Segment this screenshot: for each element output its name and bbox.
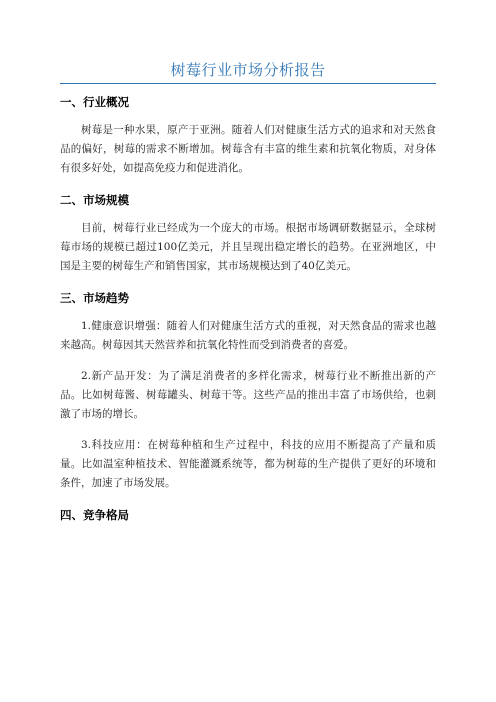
section-paragraph: 1.健康意识增强：随着人们对健康生活方式的重视，对天然食品的需求也越来越高。树莓因其天然营养和抗氧化特性而受到消费者的喜爱。 xyxy=(60,320,436,351)
page-title: 树莓行业市场分析报告 xyxy=(170,61,326,79)
section-competitive-landscape xyxy=(60,507,436,523)
section-paragraph: 2.新产品开发：为了满足消费者的多样化需求，树莓行业不断推出新的产品。比如树莓酱、树莓罐头、树莓干等。这些产品的推出丰富了市场供给，也刺激了市场的增长。 xyxy=(60,370,436,420)
section-paragraph: 目前，树莓行业已经成为一个庞大的市场。根据市场调研数据显示，全球树莓市场的规模已超过100亿美元，并且呈现出稳定增长的趋势。在亚洲地区，中国是主要的树莓生产和销售国家，其市场规模达到了40亿美元。 xyxy=(60,222,436,272)
section-heading: 四、竞争格局 xyxy=(60,508,129,522)
title-divider xyxy=(60,83,436,84)
section-market-size xyxy=(60,192,436,276)
section-heading: 三、市场趋势 xyxy=(60,291,129,305)
section-paragraph: 3.科技应用：在树莓种植和生产过程中，科技的应用不断提高了产量和质量。比如温室种植技术、智能灌溉系统等，都为树莓的生产提供了更好的环境和条件，加速了市场发展。 xyxy=(60,439,436,489)
section-heading: 一、行业概况 xyxy=(60,95,129,109)
document-body xyxy=(60,94,436,523)
section-market-trends xyxy=(60,290,436,493)
section-industry-overview xyxy=(60,94,436,178)
section-heading: 二、市场规模 xyxy=(60,193,129,207)
section-paragraph: 树莓是一种水果，原产于亚洲。随着人们对健康生活方式的追求和对天然食品的偏好，树莓的需求不断增加。树莓含有丰富的维生素和抗氧化物质，对身体有很多好处，如提高免疫力和促进消化。 xyxy=(60,124,436,174)
